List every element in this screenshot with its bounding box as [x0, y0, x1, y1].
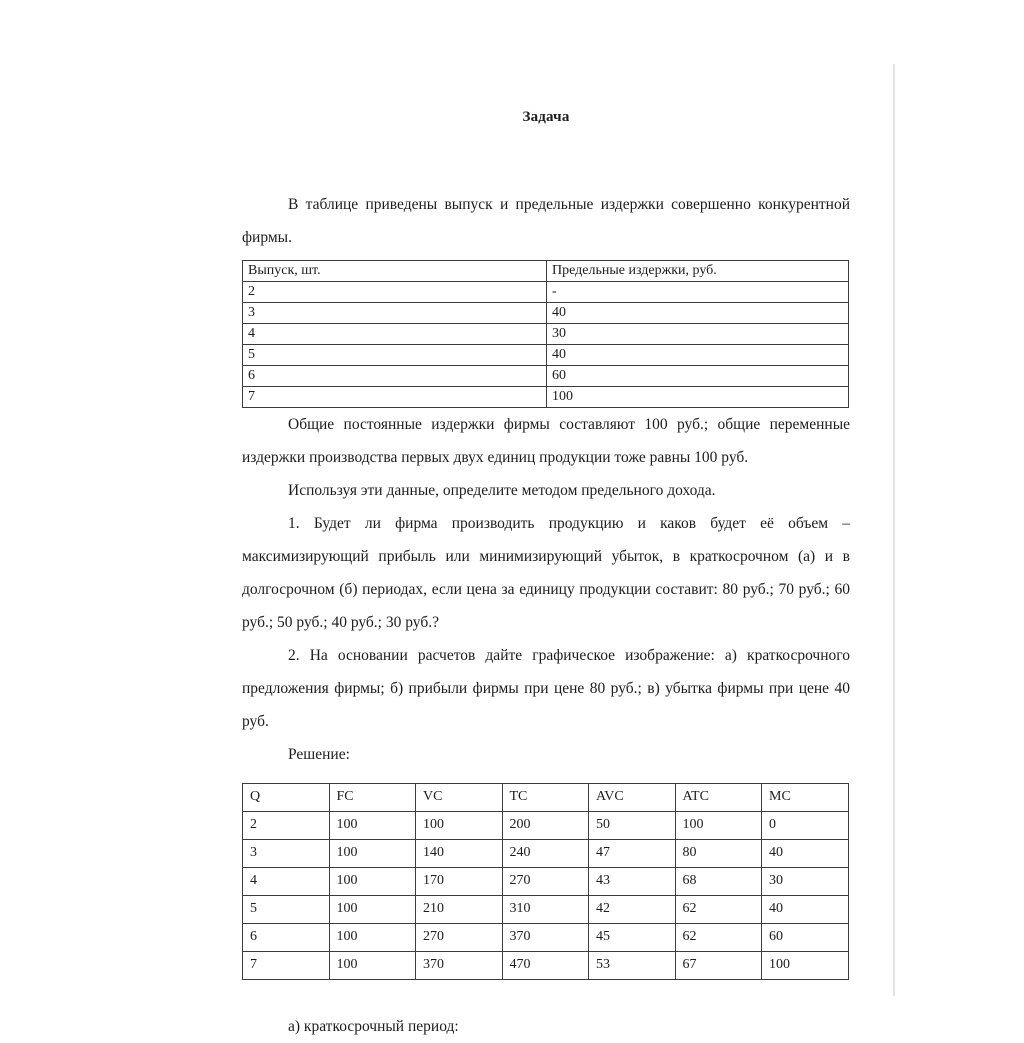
table-header-row [243, 784, 849, 812]
page-title: Задача [522, 109, 570, 125]
cost-calculation-table [242, 783, 849, 980]
page-edge-rule [893, 64, 895, 996]
table-cell: 80 [675, 840, 762, 868]
table-cell: 310 [502, 896, 589, 924]
table-row [243, 896, 849, 924]
table-cell: 4 [243, 868, 330, 896]
table-cell: 100 [329, 924, 416, 952]
table-cell: 40 [547, 345, 849, 366]
short-run-period-label: а) краткосрочный период: [288, 1018, 459, 1035]
table-cell: 5 [243, 345, 547, 366]
question-2-paragraph: 2. На основании расчетов дайте графическое изображение: а) краткосрочного предложения фирмы; б) прибыли фирмы при цене 80 руб.; в) убытка фирмы при цене 40 руб. [242, 647, 850, 730]
table-cell: 100 [329, 896, 416, 924]
table-cell: 53 [589, 952, 676, 980]
marginal-cost-table-head [243, 261, 849, 282]
table-cell: 100 [762, 952, 849, 980]
table-row [243, 952, 849, 980]
table-cell: 270 [416, 924, 503, 952]
table-row [243, 303, 849, 324]
table-cell: 5 [243, 896, 330, 924]
table-cell: 62 [675, 896, 762, 924]
table-cell: 68 [675, 868, 762, 896]
table-cell: 67 [675, 952, 762, 980]
table-cell: 7 [243, 387, 547, 408]
table-cell: 100 [329, 868, 416, 896]
intro-paragraph: В таблице приведены выпуск и предельные издержки совершенно конкурентной фирмы. [242, 196, 850, 246]
table-cell: 3 [243, 840, 330, 868]
document-content [242, 0, 850, 1043]
cost-table-body [243, 812, 849, 980]
table-header-cell: FC [329, 784, 416, 812]
table-cell: 6 [243, 924, 330, 952]
table-cell: 62 [675, 924, 762, 952]
table-cell: 4 [243, 324, 547, 345]
method-paragraph: Используя эти данные, определите методом предельного дохода. [288, 482, 716, 499]
table-cell: 0 [762, 812, 849, 840]
table-cell: 370 [502, 924, 589, 952]
table-cell: 370 [416, 952, 503, 980]
table-cell: 40 [762, 896, 849, 924]
table-cell: 170 [416, 868, 503, 896]
table-cell: 3 [243, 303, 547, 324]
table-row [243, 282, 849, 303]
table-row [243, 840, 849, 868]
solution-label: Решение: [288, 746, 350, 763]
marginal-cost-table-body [243, 282, 849, 408]
table-cell: 100 [329, 840, 416, 868]
table-cell: 100 [675, 812, 762, 840]
table-cell: 100 [547, 387, 849, 408]
table-row [243, 387, 849, 408]
table-cell: 42 [589, 896, 676, 924]
table-cell: 40 [547, 303, 849, 324]
table-cell: 30 [547, 324, 849, 345]
table-header-cell: MC [762, 784, 849, 812]
table-row [243, 324, 849, 345]
table-cell: 270 [502, 868, 589, 896]
table-cell: 7 [243, 952, 330, 980]
table-cell: 50 [589, 812, 676, 840]
cost-table-head [243, 784, 849, 812]
marginal-cost-table [242, 260, 849, 408]
table-header-cell: ATC [675, 784, 762, 812]
table-header-cell: TC [502, 784, 589, 812]
table-cell: 2 [243, 812, 330, 840]
table-header-cell: AVC [589, 784, 676, 812]
table-cell: 100 [329, 952, 416, 980]
fixed-variable-costs-paragraph: Общие постоянные издержки фирмы составляют 100 руб.; общие переменные издержки производства первых двух единиц продукции тоже равны 100 руб. [242, 416, 850, 466]
table-header-cell: Предельные издержки, руб. [547, 261, 849, 282]
table-header-row [243, 261, 849, 282]
table-row [243, 345, 849, 366]
table-cell: 210 [416, 896, 503, 924]
table-cell: 60 [547, 366, 849, 387]
title-spacer [242, 126, 850, 188]
table-row [243, 812, 849, 840]
table-header-cell: VC [416, 784, 503, 812]
table-cell: 43 [589, 868, 676, 896]
table-row [243, 868, 849, 896]
table-bottom-spacer [242, 980, 850, 1010]
table-cell: 470 [502, 952, 589, 980]
table-cell: 200 [502, 812, 589, 840]
table-cell: 240 [502, 840, 589, 868]
question-1-paragraph: 1. Будет ли фирма производить продукцию и каков будет её объем – максимизирующий прибыль или минимизирующий убыток, в краткосрочном (а) и в долгосрочном (б) периодах, если цена за единицу продукции составит: 80 руб.; 70 руб.; 60 руб.; 50 руб.; 40 руб.; 30 руб.? [242, 515, 850, 631]
table-header-cell: Выпуск, шт. [243, 261, 547, 282]
table-cell: 6 [243, 366, 547, 387]
table-cell: 140 [416, 840, 503, 868]
table-cell: 2 [243, 282, 547, 303]
table-row [243, 366, 849, 387]
table-cell: 100 [329, 812, 416, 840]
table-cell: 60 [762, 924, 849, 952]
table-header-cell: Q [243, 784, 330, 812]
table-row [243, 924, 849, 952]
table-cell: 47 [589, 840, 676, 868]
table-cell: 45 [589, 924, 676, 952]
table-cell: - [547, 282, 849, 303]
table-cell: 100 [416, 812, 503, 840]
table-cell: 30 [762, 868, 849, 896]
table-cell: 40 [762, 840, 849, 868]
